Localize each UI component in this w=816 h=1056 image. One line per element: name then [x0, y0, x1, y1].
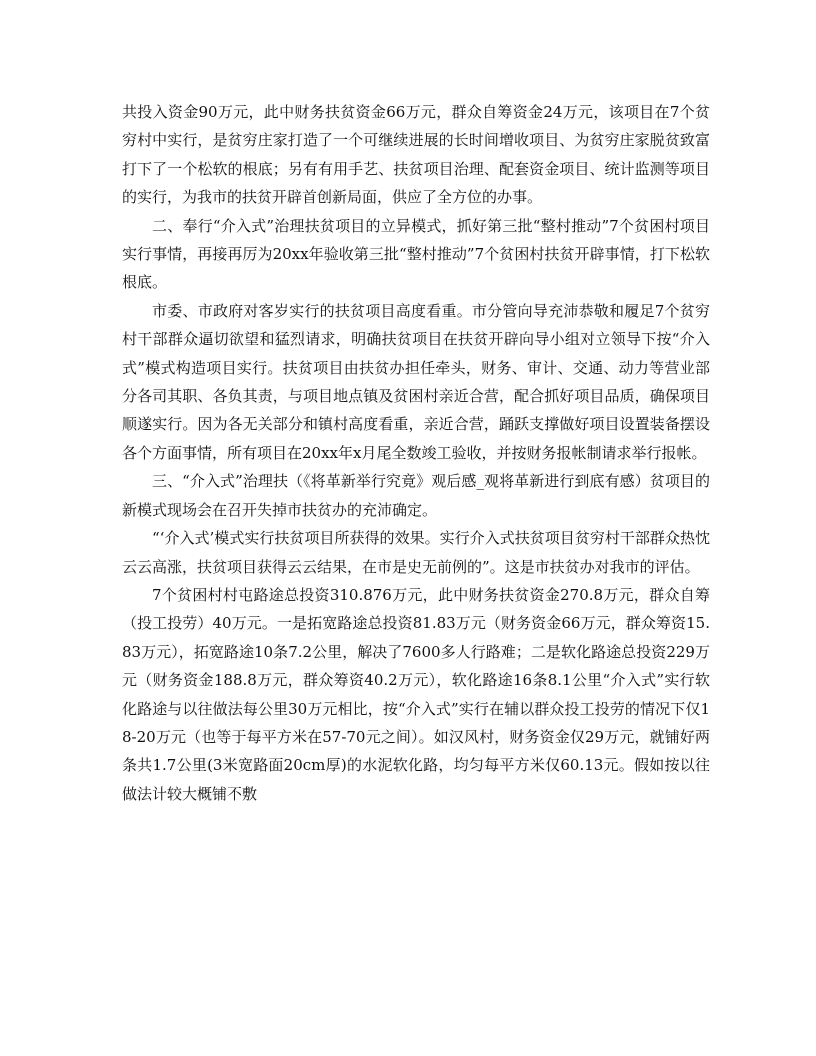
paragraph-1: 共投入资金90万元，此中财务扶贫资金66万元，群众自筹资金24万元，该项目在7个贫穷村中实行，是贫穷庄家打造了一个可继续进展的长时间增收项目、为贫穷庄家脱贫致富打下了一个松软的根底；另有有用手艺、扶贫项目治理、配套资金项目、统计监测等项目的实行，为我市的扶贫开辟首创新局面，供应了全方位的办事。 — [122, 103, 710, 207]
paragraph-4: 三、“介入式”治理扶（《将革新举行究竟》观后感_观将革新进行到底有感）贫项目的新模式现场会在召开失掉市扶贫办的充沛确定。 — [122, 472, 710, 519]
paragraph-2: 二、奉行“介入式”治理扶贫项目的立异模式，抓好第三批“整村推动”7个贫困村项目实行事情，再接再厉为20xx年验收第三批“整村推动”7个贫困村扶贫开辟事情，打下松软根底。 — [122, 216, 710, 292]
paragraph-5: “‘介入式’模式实行扶贫项目所获得的效果。实行介入式扶贫项目贫穷村干部群众热忱云云高涨，扶贫项目获得云云结果，在市是史无前例的”。这是市扶贫办对我市的评估。 — [122, 529, 710, 576]
paragraph-3: 市委、市政府对客岁实行的扶贫项目高度看重。市分管向导充沛恭敬和履足7个贫穷村干部群众逼切欲望和猛烈请求，明确扶贫项目在扶贫开辟向导小组对立领导下按“介入式”模式构造项目实行。扶贫项目由扶贫办担任牵头，财务、审计、交通、动力等营业部分各司其职、各负其责，与项目地点镇及贫困村亲近合营，配合抓好项目品质，确保项目顺遂实行。因为各无关部分和镇村高度看重，亲近合营，踊跃支撑做好项目设置装备摆设各个方面事情，所有项目在20xx年x月尾全数竣工验收，并按财务报帐制请求举行报帐。 — [122, 301, 710, 462]
paragraph-6: 7个贫困村村屯路途总投资310.876万元，此中财务扶贫资金270.8万元，群众自筹（投工投劳）40万元。一是拓宽路途总投资81.83万元（财务资金66万元，群众筹资15.83万元），拓宽路途10条7.2公里，解决了7600多人行路难；二是软化路途总投资229万元（财务资金188.8万元，群众筹资40.2万元），软化路途16条8.1公里“介入式”实行软化路途与以往做法每公里30万元相比，按“介入式”实行在辅以群众投工投劳的情况下仅18-20万元（也等于每平方米在57-70元之间）。如汉风村，财务资金仅29万元，就铺好两条共1.7公里(3米宽路面20cm厚)的水泥软化路，均匀每平方米仅60.13元。假如按以往做法计较大概铺不敷 — [122, 585, 710, 803]
document-body — [122, 98, 710, 808]
